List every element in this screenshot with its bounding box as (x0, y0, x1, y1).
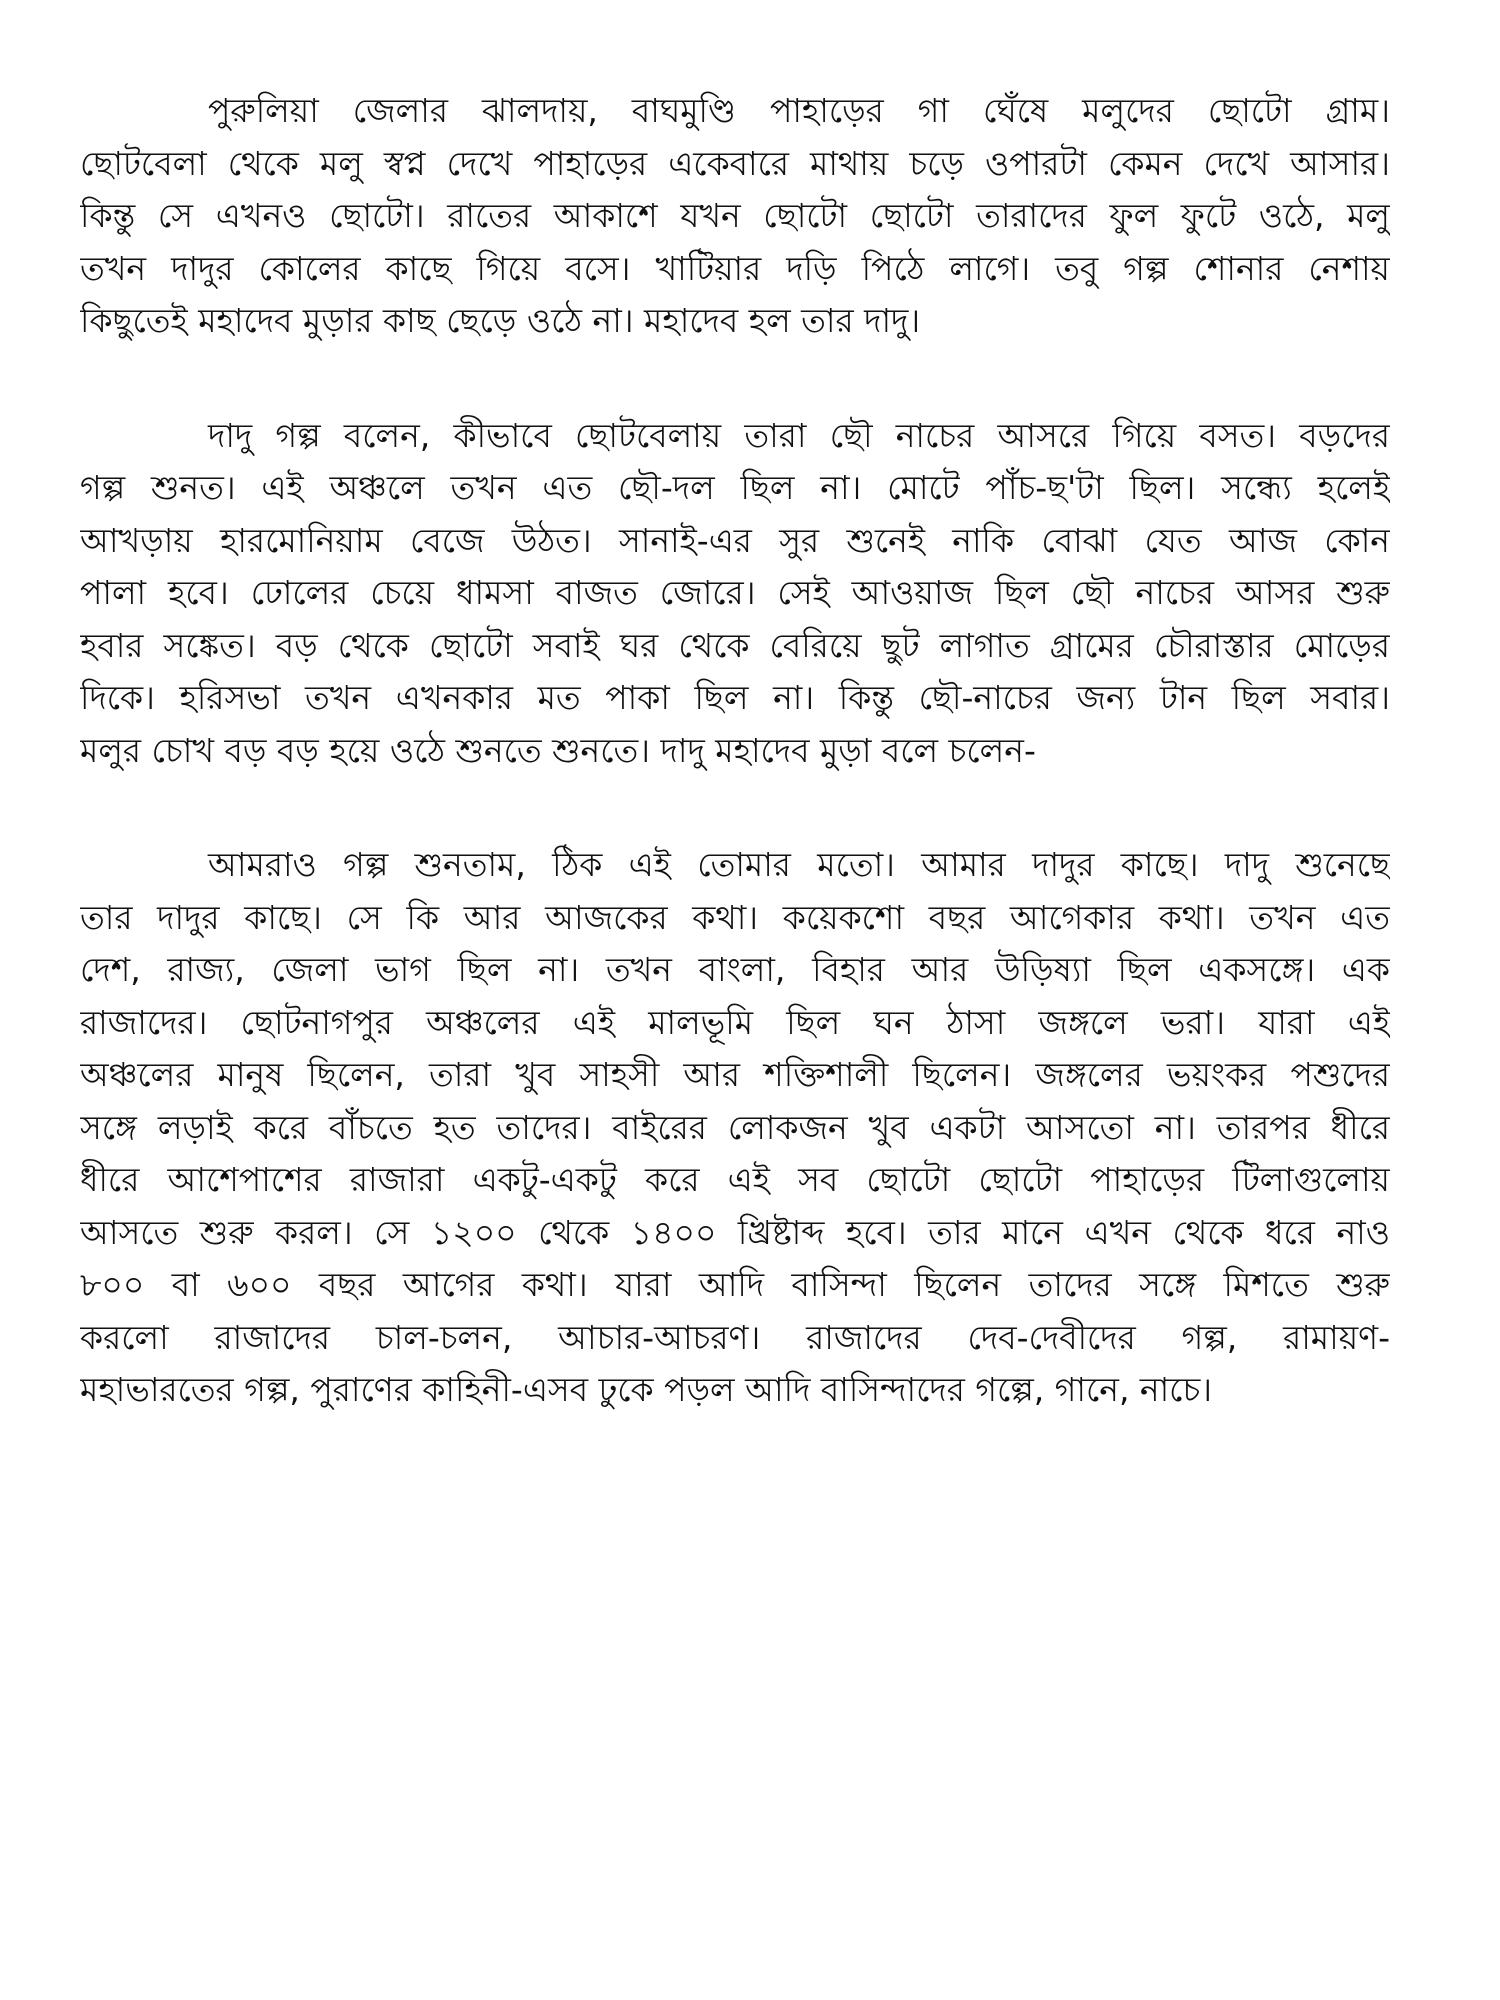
body-text (80, 85, 1390, 1479)
paragraph-1-line-3: কিন্তু সে এখনও ছোটো। রাতের আকাশে যখন ছোটো ছোটো তারাদের ফুল ফুটে ওঠে, মলু (80, 196, 1390, 235)
paragraph-2-line-4: পালা হবে। ঢোলের চেয়ে ধামসা বাজত জোরে। সেই আওয়াজ ছিল ছৌ নাচের আসর শুরু (80, 573, 1390, 612)
paragraph-3-line-11: মহাভারতের গল্প, পুরাণের কাহিনী-এসব ঢুকে পড়ল আদি বাসিন্দাদের গল্পে, গানে, নাচে। (80, 1370, 1213, 1409)
paragraph-1 (80, 85, 1390, 348)
paragraph-3 (80, 839, 1390, 1417)
paragraph-3-line-1: আমরাও গল্প শুনতাম, ঠিক এই তোমার মতো। আমার দাদুর কাছে। দাদু শুনেছে (208, 845, 1390, 884)
paragraph-3-line-8: আসতে শুরু করল। সে ১২০০ থেকে ১৪০০ খ্রিষ্টাব্দ হবে। তার মানে এখন থেকে ধরে নাও (80, 1212, 1390, 1252)
paragraph-2 (80, 410, 1390, 778)
paragraph-3-line-10: করলো রাজাদের চাল-চলন, আচার-আচরণ। রাজাদের দেব-দেবীদের গল্প, রামায়ণ- (80, 1317, 1390, 1357)
paragraph-3-line-5: অঞ্চলের মানুষ ছিলেন, তারা খুব সাহসী আর শক্তিশালী ছিলেন। জঙ্গলের ভয়ংকর পশুদের (80, 1055, 1390, 1094)
paragraph-2-line-7: মলুর চোখ বড় বড় হয়ে ওঠে শুনতে শুনতে। দাদু মহাদেব মুড়া বলে চলেন- (80, 730, 1036, 770)
paragraph-1-line-4: তখন দাদুর কোলের কাছে গিয়ে বসে। খাটিয়ার দড়ি পিঠে লাগে। তবু গল্প শোনার নেশায় (80, 248, 1390, 288)
paragraph-1-line-2: ছোটবেলা থেকে মলু স্বপ্ন দেখে পাহাড়ের একেবারে মাথায় চড়ে ওপারটা কেমন দেখে আসার। (80, 143, 1390, 183)
paragraph-3-line-4: রাজাদের। ছোটনাগপুর অঞ্চলের এই মালভূমি ছিল ঘন ঠাসা জঙ্গলে ভরা। যারা এই (80, 1002, 1390, 1042)
paragraph-3-line-7: ধীরে আশেপাশের রাজারা একটু-একটু করে এই সব ছোটো ছোটো পাহাড়ের টিলাগুলোয় (80, 1160, 1390, 1199)
paragraph-1-line-5: কিছুতেই মহাদেব মুড়ার কাছ ছেড়ে ওঠে না। মহাদেব হল তার দাদু। (80, 301, 921, 340)
paragraph-2-line-5: হবার সঙ্কেত। বড় থেকে ছোটো সবাই ঘর থেকে বেরিয়ে ছুট লাগাত গ্রামের চৌরাস্তার মোড়ের (80, 625, 1390, 665)
paragraph-1-line-1: পুরুলিয়া জেলার ঝালদায়, বাঘমুণ্ডি পাহাড়ের গা ঘেঁষে মলুদের ছোটো গ্রাম। (208, 91, 1390, 130)
paragraph-2-line-1: দাদু গল্প বলেন, কীভাবে ছোটবেলায় তারা ছৌ নাচের আসরে গিয়ে বসত। বড়দের (208, 415, 1390, 455)
paragraph-2-line-2: গল্প শুনত। এই অঞ্চলে তখন এত ছৌ-দল ছিল না। মোটে পাঁচ-ছ'টা ছিল। সন্ধ্যে হলেই (80, 468, 1390, 507)
paragraph-2-line-6: দিকে। হরিসভা তখন এখনকার মত পাকা ছিল না। কিন্তু ছৌ-নাচের জন্য টান ছিল সবার। (80, 678, 1390, 717)
paragraph-2-line-3: আখড়ায় হারমোনিয়াম বেজে উঠত। সানাই-এর সুর শুনেই নাকি বোঝা যেত আজ কোন (80, 520, 1390, 560)
paragraph-3-line-3: দেশ, রাজ্য, জেলা ভাগ ছিল না। তখন বাংলা, বিহার আর উড়িষ্যা ছিল একসঙ্গে। এক (80, 950, 1390, 989)
paragraph-3-line-2: তার দাদুর কাছে। সে কি আর আজকের কথা। কয়েকশো বছর আগেকার কথা। তখন এত (80, 897, 1390, 937)
paragraph-3-line-9: ৮০০ বা ৬০০ বছর আগের কথা। যারা আদি বাসিন্দা ছিলেন তাদের সঙ্গে মিশতে শুরু (80, 1265, 1390, 1304)
paragraph-3-line-6: সঙ্গে লড়াই করে বাঁচতে হত তাদের। বাইরের লোকজন খুব একটা আসতো না। তারপর ধীরে (80, 1107, 1390, 1147)
